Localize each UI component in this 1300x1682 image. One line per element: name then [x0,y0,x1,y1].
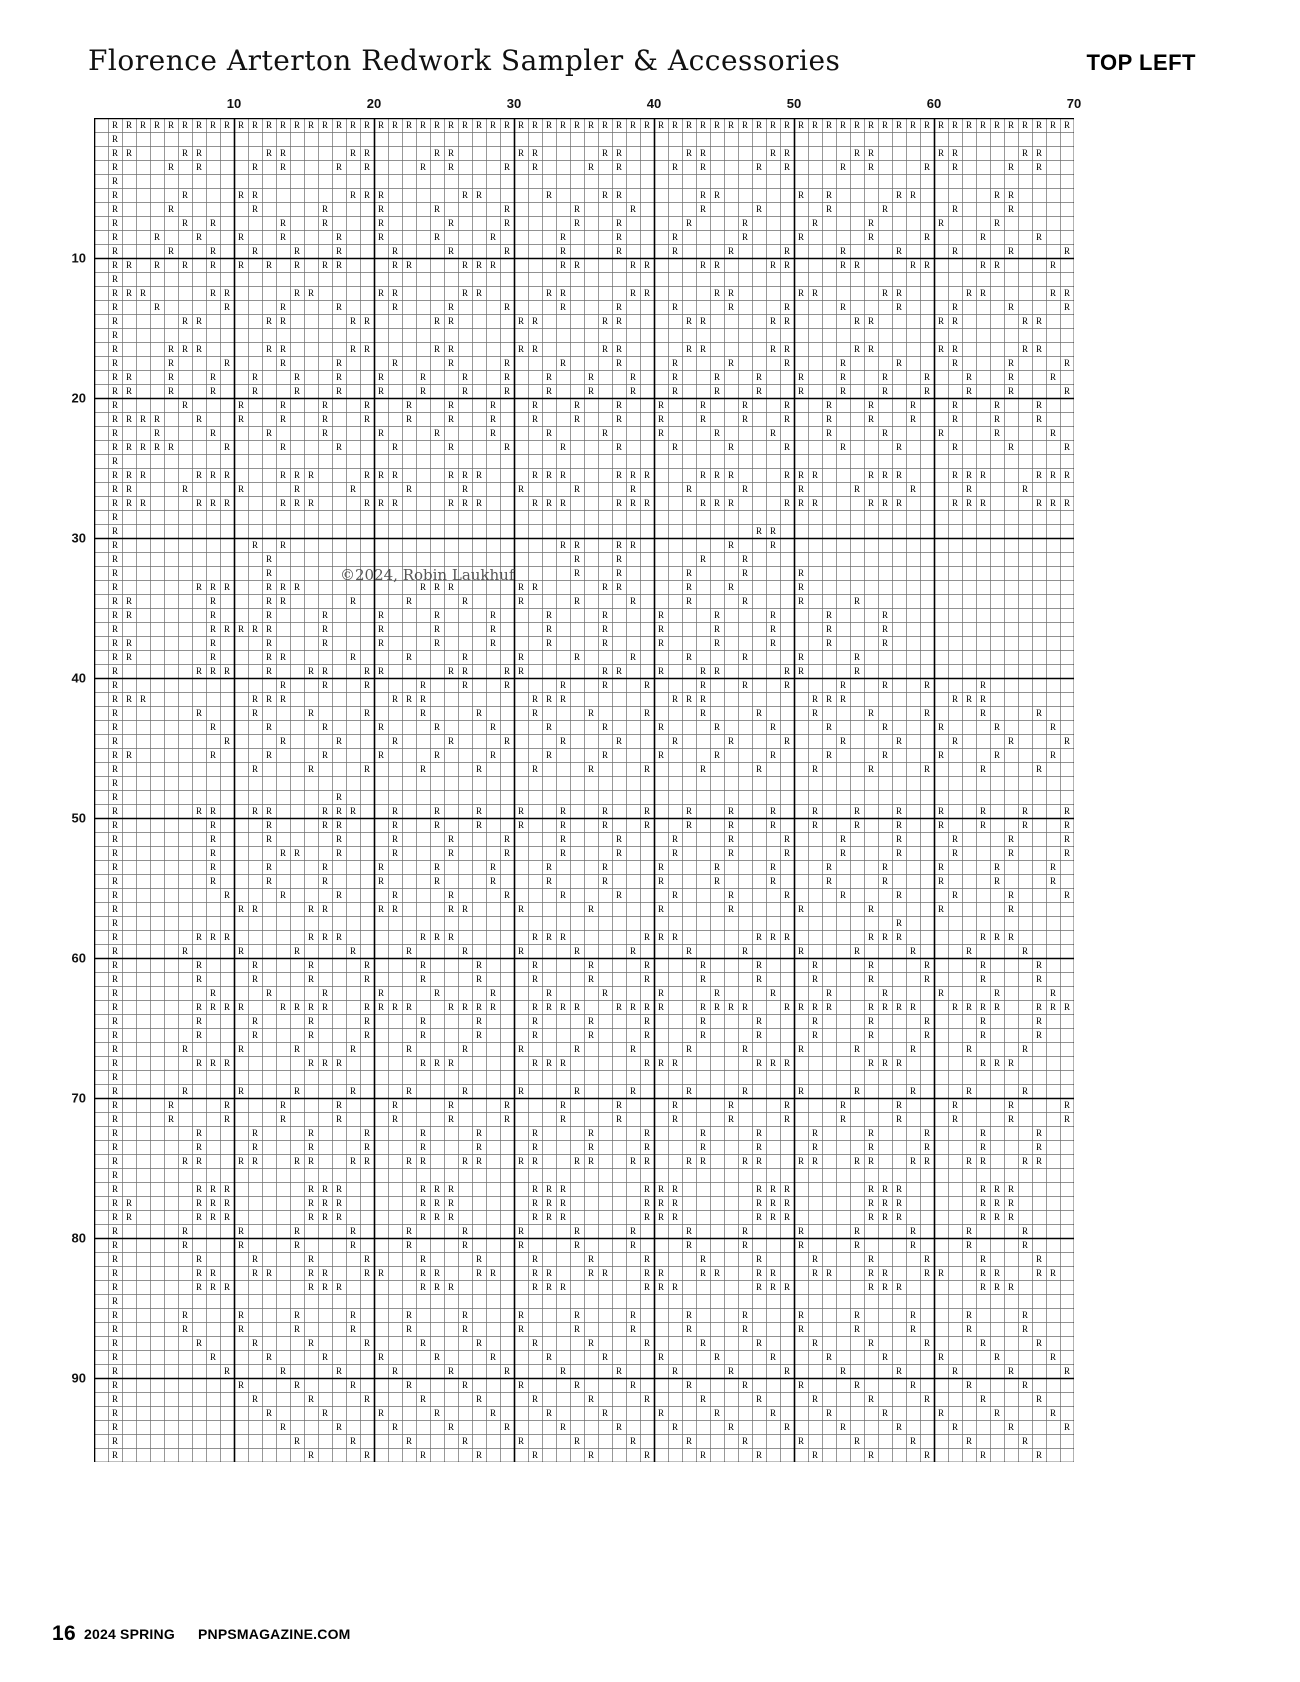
footer-issue: 2024 SPRING [84,1626,175,1642]
row-label-60: 60 [71,950,86,966]
page-title: Florence Arterton Redwork Sampler & Accessories [88,44,841,77]
column-label-10: 10 [226,96,242,111]
column-label-20: 20 [366,96,382,111]
row-label-90: 90 [71,1370,86,1386]
row-label-40: 40 [71,670,86,686]
page-footer [0,1622,1300,1648]
row-label-50: 50 [71,810,86,826]
row-label-80: 80 [71,1230,86,1246]
column-label-30: 30 [506,96,522,111]
row-label-20: 20 [71,390,86,406]
row-label-10: 10 [71,250,86,266]
column-label-60: 60 [926,96,942,111]
page-number: 16 [52,1622,76,1645]
column-label-50: 50 [786,96,802,111]
section-label: TOP LEFT [1086,50,1196,75]
stitch-chart [71,96,1116,1518]
copyright-notice: ©2024, Robin Laukhuf [340,566,515,584]
row-label-70: 70 [71,1090,86,1106]
footer-site: PNPSMAGAZINE.COM [198,1626,351,1642]
stitch-grid-canvas [94,118,1074,1462]
column-label-70: 70 [1066,96,1082,111]
row-label-30: 30 [71,530,86,546]
column-label-40: 40 [646,96,662,111]
page-header [0,44,1300,90]
